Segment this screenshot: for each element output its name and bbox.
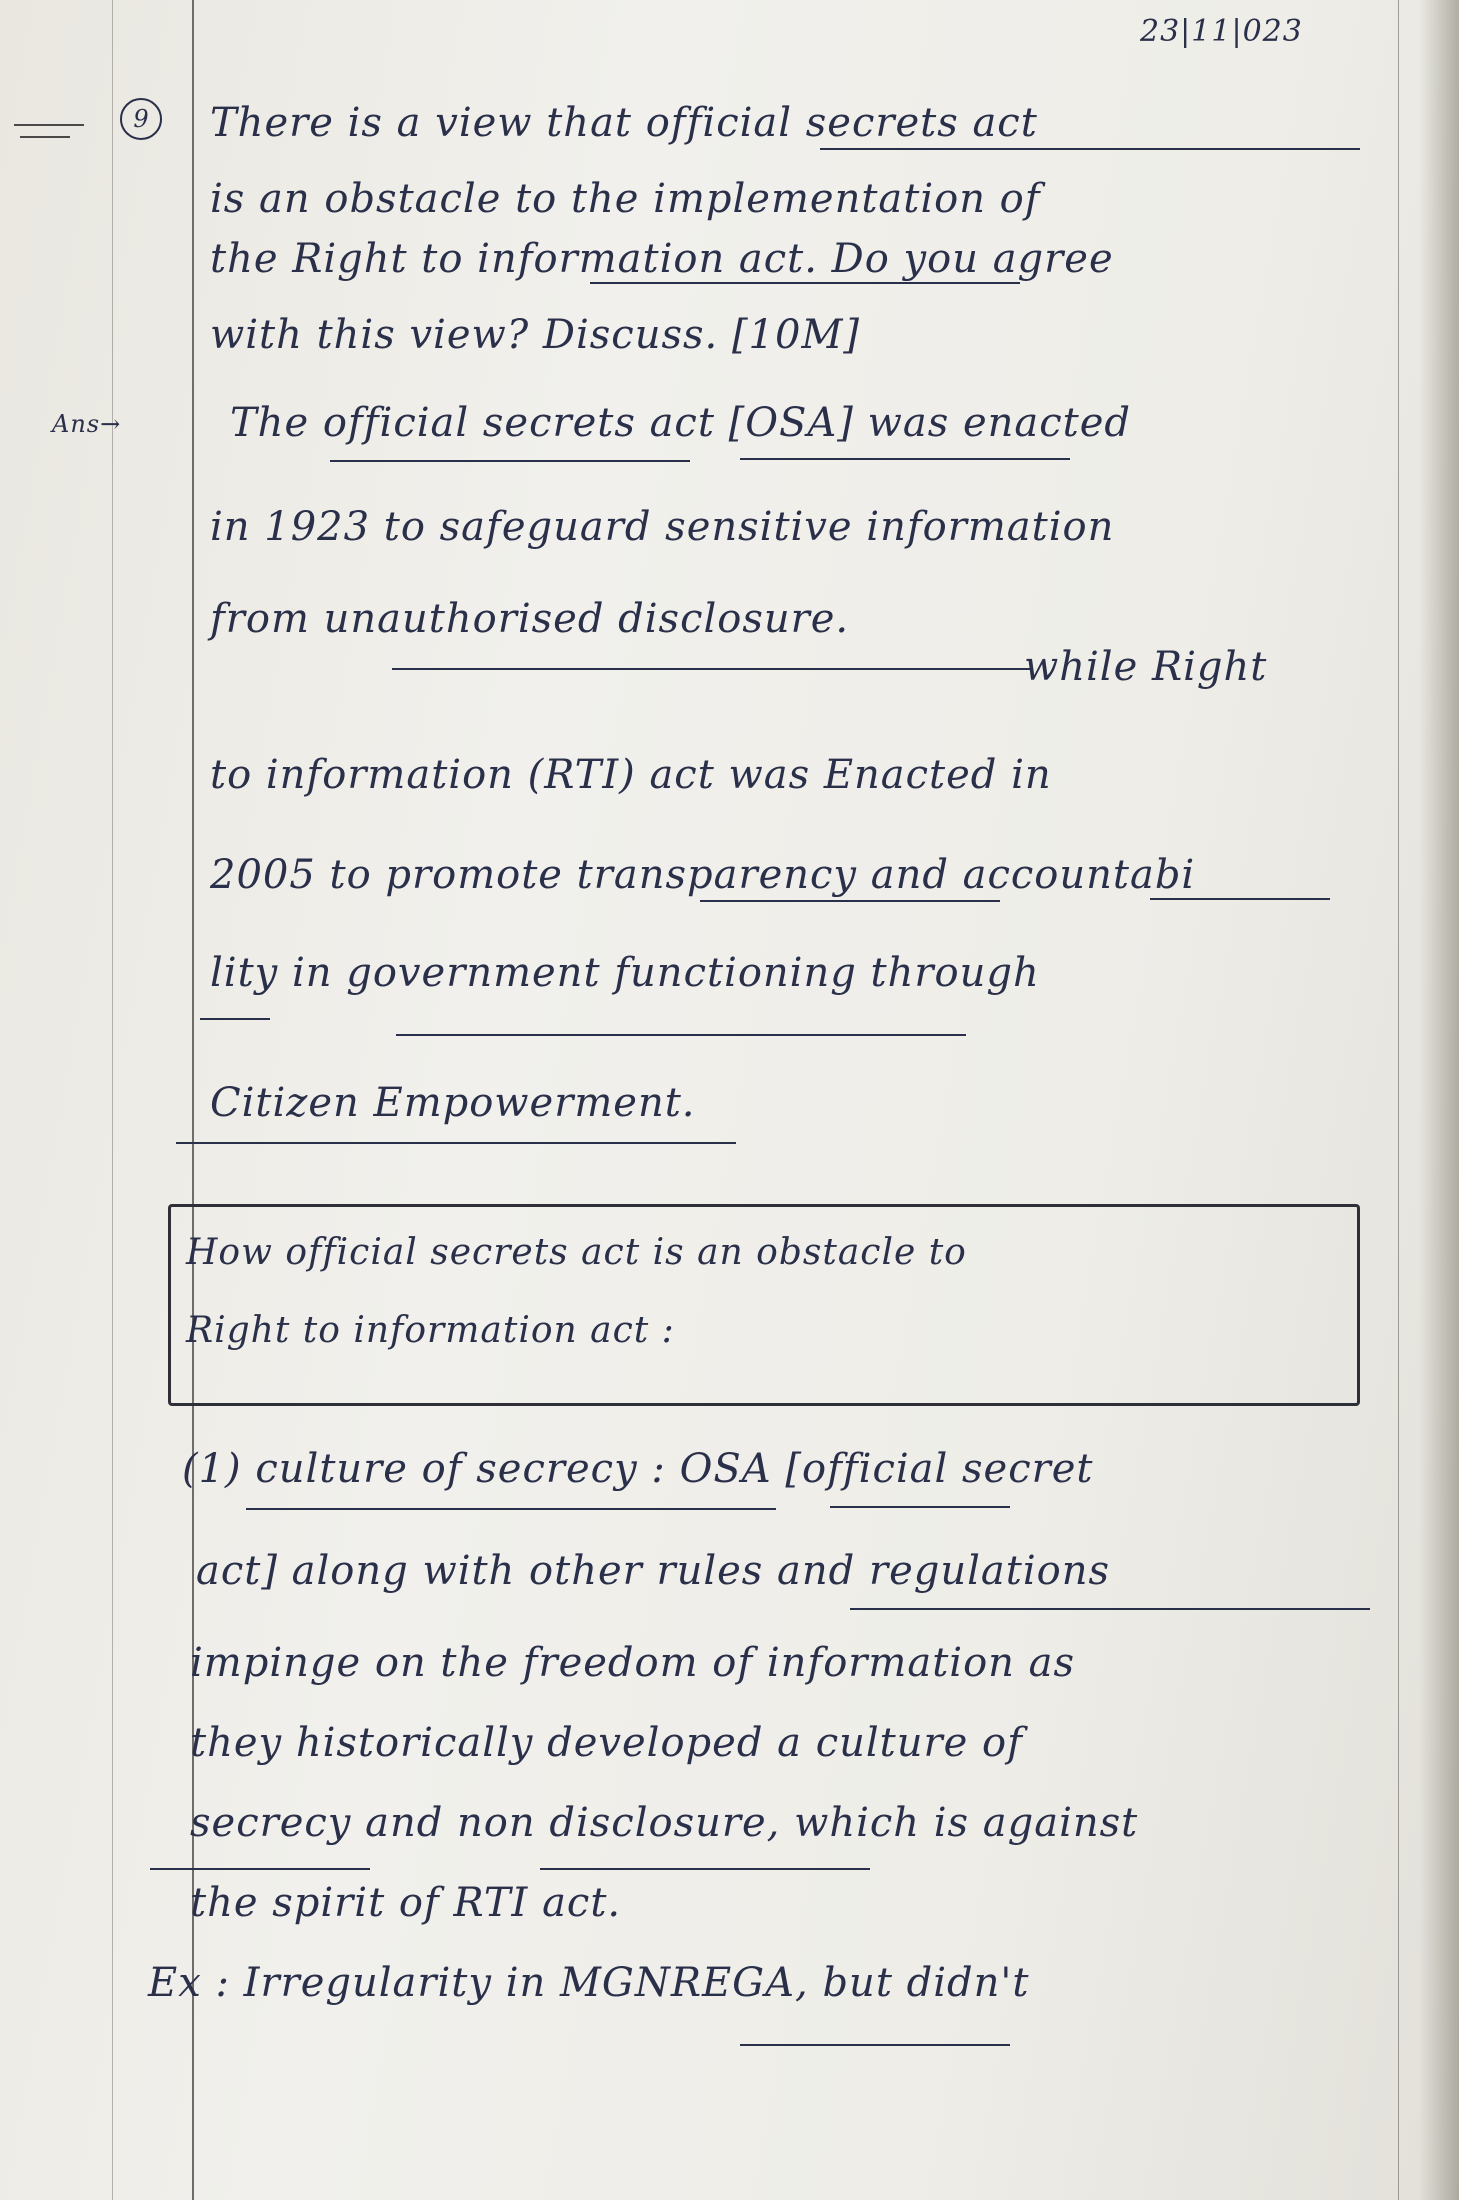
answer-line: in 1923 to safeguard sensitive information: [210, 504, 1115, 550]
point-line: the spirit of RTI act.: [190, 1880, 622, 1926]
underline: [246, 1508, 776, 1510]
point-line: impinge on the freedom of information as: [190, 1640, 1075, 1686]
answer-line: to information (RTI) act was Enacted in: [210, 752, 1052, 798]
underline: [396, 1034, 966, 1036]
point-line: secrecy and non disclosure, which is against: [190, 1800, 1139, 1846]
underline: [850, 1608, 1370, 1610]
point-line: (1) culture of secrecy : OSA [official secret: [182, 1446, 1094, 1492]
underline: [830, 1506, 1010, 1508]
question-line: with this view? Discuss. [10M]: [210, 312, 861, 358]
underline: [150, 1868, 370, 1870]
underline: [1150, 898, 1330, 900]
question-number: 9: [120, 98, 162, 140]
underline: [740, 458, 1070, 460]
underline: [590, 282, 1020, 284]
box-heading-line: Right to information act :: [186, 1310, 675, 1351]
page-date: 23|11|023: [1140, 14, 1303, 49]
margin-line: [192, 0, 194, 2200]
underline: [700, 900, 1000, 902]
underline: [392, 668, 1032, 670]
answer-line: Citizen Empowerment.: [210, 1080, 696, 1126]
answer-line: The official secrets act [OSA] was enacted: [230, 400, 1131, 446]
inner-margin-line: [112, 0, 113, 2200]
page-edge-shadow: [1419, 0, 1459, 2200]
question-line: is an obstacle to the implementation of: [210, 176, 1041, 222]
underline: [200, 1018, 270, 1020]
question-line: the Right to information act. Do you agree: [210, 236, 1114, 282]
underline: [820, 148, 1360, 150]
point-line: act] along with other rules and regulations: [196, 1548, 1111, 1594]
point-line: Ex : Irregularity in MGNREGA, but didn't: [148, 1960, 1030, 2006]
answer-line: while Right: [1024, 644, 1268, 690]
answer-line: from unauthorised disclosure.: [210, 596, 850, 642]
answer-marker: Ans→: [52, 410, 122, 438]
margin-scribble: [20, 136, 70, 138]
question-line: There is a view that official secrets act: [210, 100, 1038, 146]
point-line: they historically developed a culture of: [190, 1720, 1023, 1766]
underline: [330, 460, 690, 462]
answer-line: 2005 to promote transparency and accountabi: [210, 852, 1196, 898]
right-rule: [1398, 0, 1399, 2200]
underline: [176, 1142, 736, 1144]
margin-scribble: [14, 124, 84, 126]
underline: [740, 2044, 1010, 2046]
box-heading-line: How official secrets act is an obstacle to: [186, 1232, 967, 1273]
underline: [540, 1868, 870, 1870]
answer-line: lity in government functioning through: [210, 950, 1040, 996]
